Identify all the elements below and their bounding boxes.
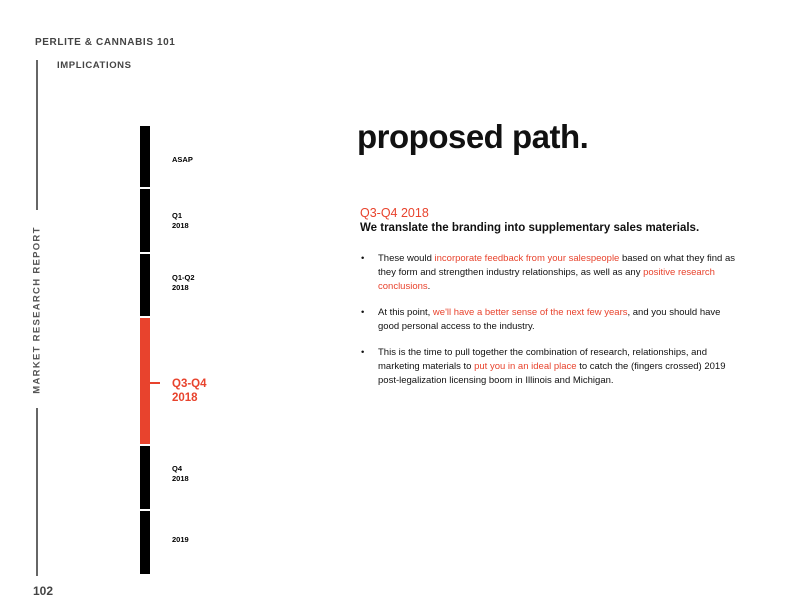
bullet-list xyxy=(360,252,740,400)
timeline-active-marker xyxy=(150,382,160,384)
timeline-segment-active xyxy=(140,318,150,444)
page-number: 102 xyxy=(33,584,54,598)
sidebar-label: MARKET RESEARCH REPORT xyxy=(31,226,43,394)
highlight-text: put you in an ideal place xyxy=(474,361,577,372)
timeline-label-active: Q3-Q4 2018 xyxy=(172,378,207,404)
header-title: PERLITE & CANNABIS 101 xyxy=(35,37,176,48)
page-title: proposed path. xyxy=(357,118,589,155)
timeline-segment xyxy=(140,254,150,316)
timeline-label: Q4 2018 xyxy=(172,464,189,483)
timeline-label: Q1 2018 xyxy=(172,211,189,230)
timeline-segment xyxy=(140,511,150,574)
timeline-segment xyxy=(140,126,150,187)
timeline-segment xyxy=(140,446,150,509)
phase-heading: Q3-Q4 2018 xyxy=(360,206,429,220)
sidebar-rule-bottom xyxy=(36,408,38,576)
bullet-item: • These would incorporate feedback from your salespeople based on what they find as they form and strengthen industry relationships, as well as any positive research conclusions. xyxy=(360,252,740,294)
timeline-label: Q1-Q2 2018 xyxy=(172,273,195,292)
timeline-segment xyxy=(140,189,150,252)
bullet-item: • This is the time to pull together the combination of research, relationships, and marketing materials to put you in an ideal place to catch the (fingers crossed) 2019 post-legalization licensing boom in Illinois and Michigan. xyxy=(360,346,740,388)
sidebar-rule-top xyxy=(36,60,38,210)
highlight-text: we'll have a better sense of the next few years xyxy=(432,307,628,318)
timeline-label: 2019 xyxy=(172,535,189,544)
highlight-text: incorporate feedback from your salespeople xyxy=(434,253,620,264)
highlight-text: positive research conclusions xyxy=(378,267,715,292)
section-subtitle: IMPLICATIONS xyxy=(57,60,132,71)
intro-statement: We translate the branding into supplementary sales materials. xyxy=(360,222,700,234)
timeline-label: ASAP xyxy=(172,155,193,164)
bullet-item: • At this point, we'll have a better sense of the next few years, and you should have good personal access to the industry. xyxy=(360,306,740,334)
